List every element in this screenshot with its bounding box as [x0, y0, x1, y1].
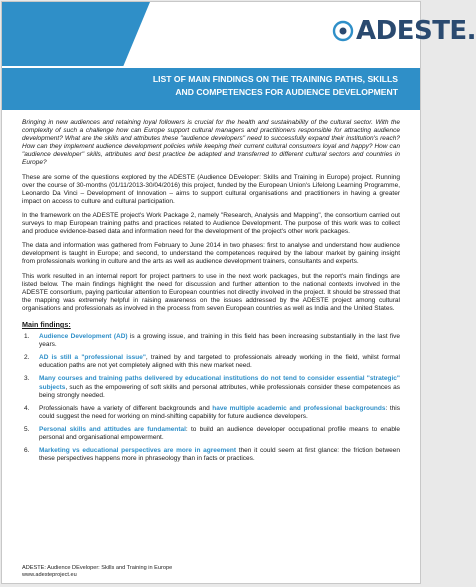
finding-highlight: Audience Development (AD): [39, 333, 128, 341]
finding-number: 4.: [24, 404, 30, 412]
logo-text: ADESTE.: [356, 16, 476, 46]
finding-highlight: Marketing vs educational perspectives are more in agreement: [39, 447, 237, 455]
main-findings-list: [22, 333, 400, 463]
finding-item-5: [22, 426, 400, 442]
footer-website-link[interactable]: www.adesteproject.eu: [22, 572, 77, 578]
intro-paragraph: Bringing in new audiences and retaining loyal followers is crucial for the health and sustainability of the cultural sector. With the complexity of such a challenge how can Europe support cultural managers and practitioners responsible for attracting audience development? What are the skills and attributes these "audience developers" need to successfully expand their institution's reach? How can they implement audience development policies while keeping their current cultural consumers loyal and happy? How can "audience developer" skills, attributes and best practice be adapted and transferred to different cultural sectors and countries in Europe?: [22, 119, 400, 167]
finding-text: , such as the empowering of soft skills and personal attributes, while professionals consider these competences as being strongly needed.: [39, 383, 400, 399]
page-header: [2, 2, 476, 68]
body-paragraph-2: In the framework on the ADESTE project's Work Package 2, namely "Research, Analysis and Mapping", the consortium carried out surveys to map European training paths and practices related to Audience Development. The purpose of this work was to collect and produce evidence-based data and information need for the development of the project's other work packages.: [22, 211, 400, 236]
body-paragraph-3: The data and information was gathered from February to June 2014 in two phases: first to analyse and understand how audience development is taught in Europe; and second, to understand the competences required by the labour market by gaining insight from professionals working in culture and the arts as well as audience development trainers, consultants and experts.: [22, 242, 400, 266]
document-body: [22, 119, 400, 468]
finding-number: 5.: [24, 425, 30, 433]
finding-text: , trained by and targeted to professionals already working in the field, whilst formal education paths are not yet completely aligned with this new market need.: [39, 354, 400, 370]
finding-item-6: [22, 447, 400, 463]
finding-text: : this could suggest the need for working on mind-shifting capability for future audience developers.: [39, 404, 400, 420]
finding-number: 1.: [24, 333, 30, 341]
title-line-1: LIST OF MAIN FINDINGS ON THE TRAINING PATHS, SKILLS: [152, 74, 398, 84]
title-band: [2, 68, 420, 110]
finding-number: 6.: [24, 447, 30, 455]
finding-text: then it could seem at first glance: the friction between these perspectives happens more in phraseology than in facts or practices.: [39, 447, 400, 463]
finding-item-3: [22, 375, 400, 399]
page-footer: [22, 565, 172, 579]
finding-highlight: Many courses and training paths delivered by educational institutions do not tend to consider essential "strategic" subjects: [39, 375, 400, 391]
header-banner: [2, 2, 150, 66]
finding-number: 2.: [24, 354, 30, 362]
title-line-2: AND COMPETENCES FOR AUDIENCE DEVELOPMENT: [175, 87, 398, 97]
adeste-logo: [332, 16, 476, 56]
document-page: [1, 1, 476, 584]
finding-item-4: [22, 405, 400, 421]
finding-text: is a growing issue, and training in this field has been increasing substantially in the last five years.: [39, 333, 400, 349]
finding-highlight: AD is still a "professional issue": [39, 354, 146, 362]
finding-text-pre: Professionals have a variety of different backgrounds and: [39, 404, 213, 412]
logo-mark-icon: [332, 20, 354, 42]
footer-project-name: ADESTE: Audience DEveloper: Skills and Training in Europe: [22, 565, 173, 571]
finding-text: : to build an audience developer occupational profile means to enable personal and organisational empowerment.: [39, 425, 400, 441]
main-findings-heading: Main findings:: [22, 319, 71, 329]
finding-highlight: have multiple academic and professional backgrounds: [212, 404, 386, 412]
finding-number: 3.: [24, 375, 30, 383]
finding-item-2: [22, 354, 400, 370]
finding-highlight: Personal skills and attitudes are fundamental: [39, 425, 186, 433]
finding-item-1: [22, 333, 400, 349]
body-paragraph-4: This work resulted in an internal report for project partners to use in the next work packages, but the report's main findings are listed below. The main findings highlight the need for discussion and further attention to the national contexts involved in the ADESTE consortium, paying particular attention to European countries not directly involved in the project. It should be stressed that the mapping was extremely helpful in raising awareness on the issues addressed by the ADESTE project among cultural organisations and professionals as involved in the process from seven European countries as well as India and the United States.: [22, 272, 400, 312]
body-paragraph-1: These are some of the questions explored by the ADESTE (Audience DEveloper: Skills and Training in Europe) project. Running over the course of 30-months (01/11/2013-30/04/2016) this project, funded by the European Union's Lifelong Learning Programme, Leonardo Da Vinci – Development of Innovation – aims to support cultural organisations and practitioners in having a greater impact on access to culture and cultural participation.: [22, 173, 400, 205]
document-title: [68, 73, 398, 99]
